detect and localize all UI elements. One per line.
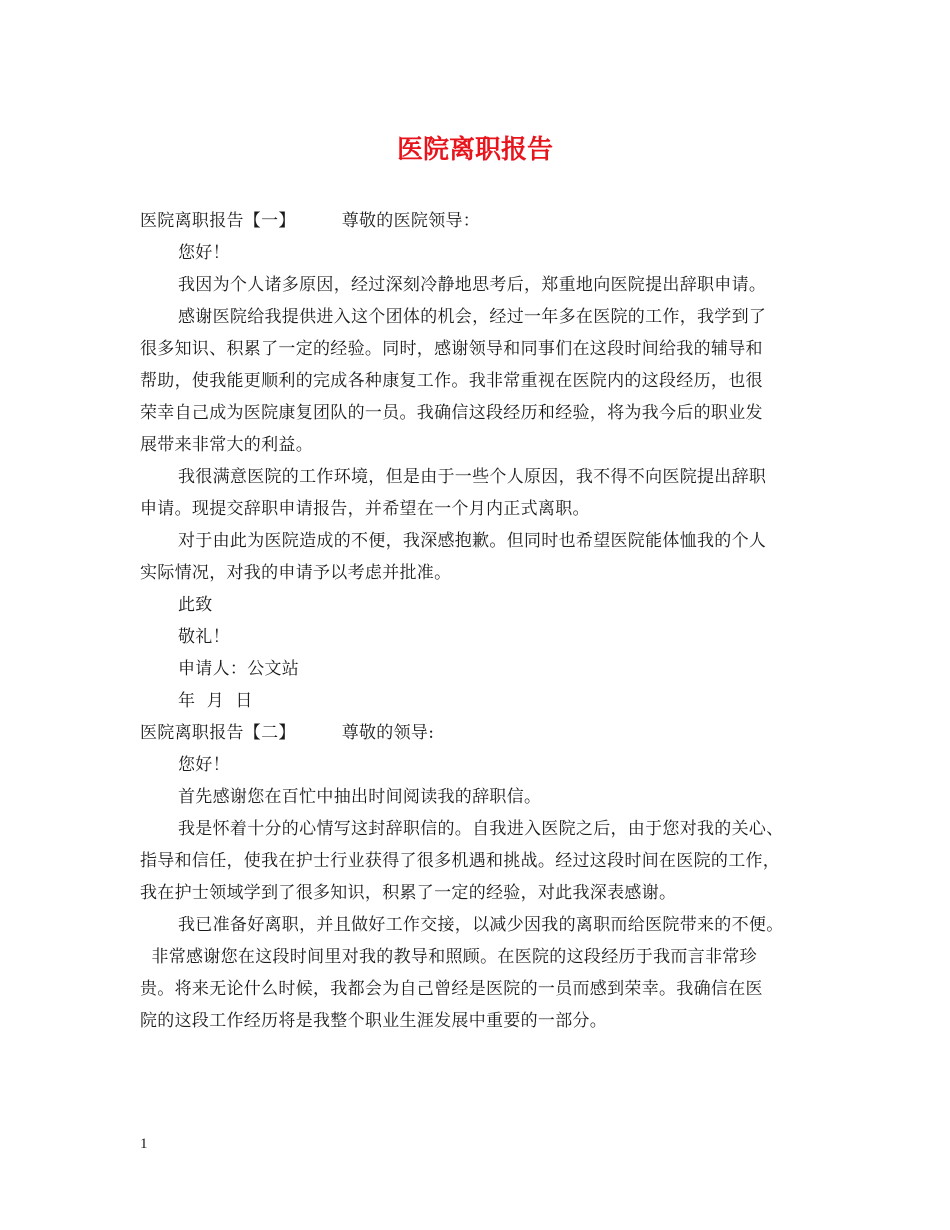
paragraph-line: 院的这段工作经历将是我整个职业生涯发展中重要的一部分。: [140, 1011, 608, 1031]
section-heading: 医院离职报告【二】: [140, 723, 296, 743]
paragraph-line: 指导和信任，使我在护士行业获得了很多机遇和挑战。经过这段时间在医院的工作，: [140, 851, 781, 871]
paragraph-line: 感谢医院给我提供进入这个团体的机会，经过一年多在医院的工作，我学到了: [178, 307, 767, 327]
paragraph-line: 我在护士领域学到了很多知识，积累了一定的经验，对此我深表感谢。: [140, 883, 677, 903]
paragraph-line: 荣幸自己成为医院康复团队的一员。我确信这段经历和经验，将为我今后的职业发: [140, 403, 763, 423]
applicant-line: 申请人：公文站: [178, 659, 300, 679]
paragraph-line: 帮助，使我能更顺利的完成各种康复工作。我非常重视在医院内的这段经历，也很: [140, 371, 763, 391]
document-body: [140, 205, 840, 1037]
paragraph-line: 申请。现提交辞职申请报告，并希望在一个月内正式离职。: [140, 499, 590, 519]
paragraph-line: 对于由此为医院造成的不便，我深感抱歉。但同时也希望医院能体恤我的个人: [178, 531, 767, 551]
salutation: 尊敬的医院领导：: [341, 211, 481, 231]
paragraph-line: 我很满意医院的工作环境，但是由于一些个人原因，我不得不向医院提出辞职: [178, 467, 767, 487]
date-line: 年 月 日: [178, 691, 253, 711]
section-heading-line: [140, 717, 840, 749]
paragraph-line: 我因为个人诸多原因，经过深刻冷静地思考后，郑重地向医院提出辞职申请。: [178, 275, 767, 295]
section-heading: 医院离职报告【一】: [140, 211, 296, 231]
closing-line: 此致: [178, 595, 213, 615]
document-title: 医院离职报告: [396, 135, 553, 165]
paragraph-line: 实际情况，对我的申请予以考虑并批准。: [140, 563, 452, 583]
salutation: 尊敬的领导:: [341, 723, 435, 743]
greeting: 您好！: [178, 243, 230, 263]
paragraph-line: 展带来非常大的利益。: [140, 435, 313, 455]
paragraph-line: 贵。将来无论什么时候，我都会为自己曾经是医院的一员而感到荣幸。我确信在医: [140, 979, 763, 999]
paragraph-line: 非常感谢您在这段时间里对我的教导和照顾。在医院的这段经历于我而言非常珍: [140, 947, 757, 967]
paragraph-line: 我已准备好离职，并且做好工作交接，以减少因我的离职而给医院带来的不便。: [178, 915, 784, 935]
greeting: 您好！: [178, 755, 230, 775]
paragraph-line: 很多知识、积累了一定的经验。同时，感谢领导和同事们在这段时间给我的辅导和: [140, 339, 763, 359]
section-heading-line: [140, 205, 840, 237]
paragraph-line: 首先感谢您在百忙中抽出时间阅读我的辞职信。: [178, 787, 542, 807]
paragraph-line: 我是怀着十分的心情写这封辞职信的。自我进入医院之后，由于您对我的关心、: [178, 819, 784, 839]
closing-line: 敬礼！: [178, 627, 230, 647]
page-number: 1: [140, 1136, 148, 1152]
